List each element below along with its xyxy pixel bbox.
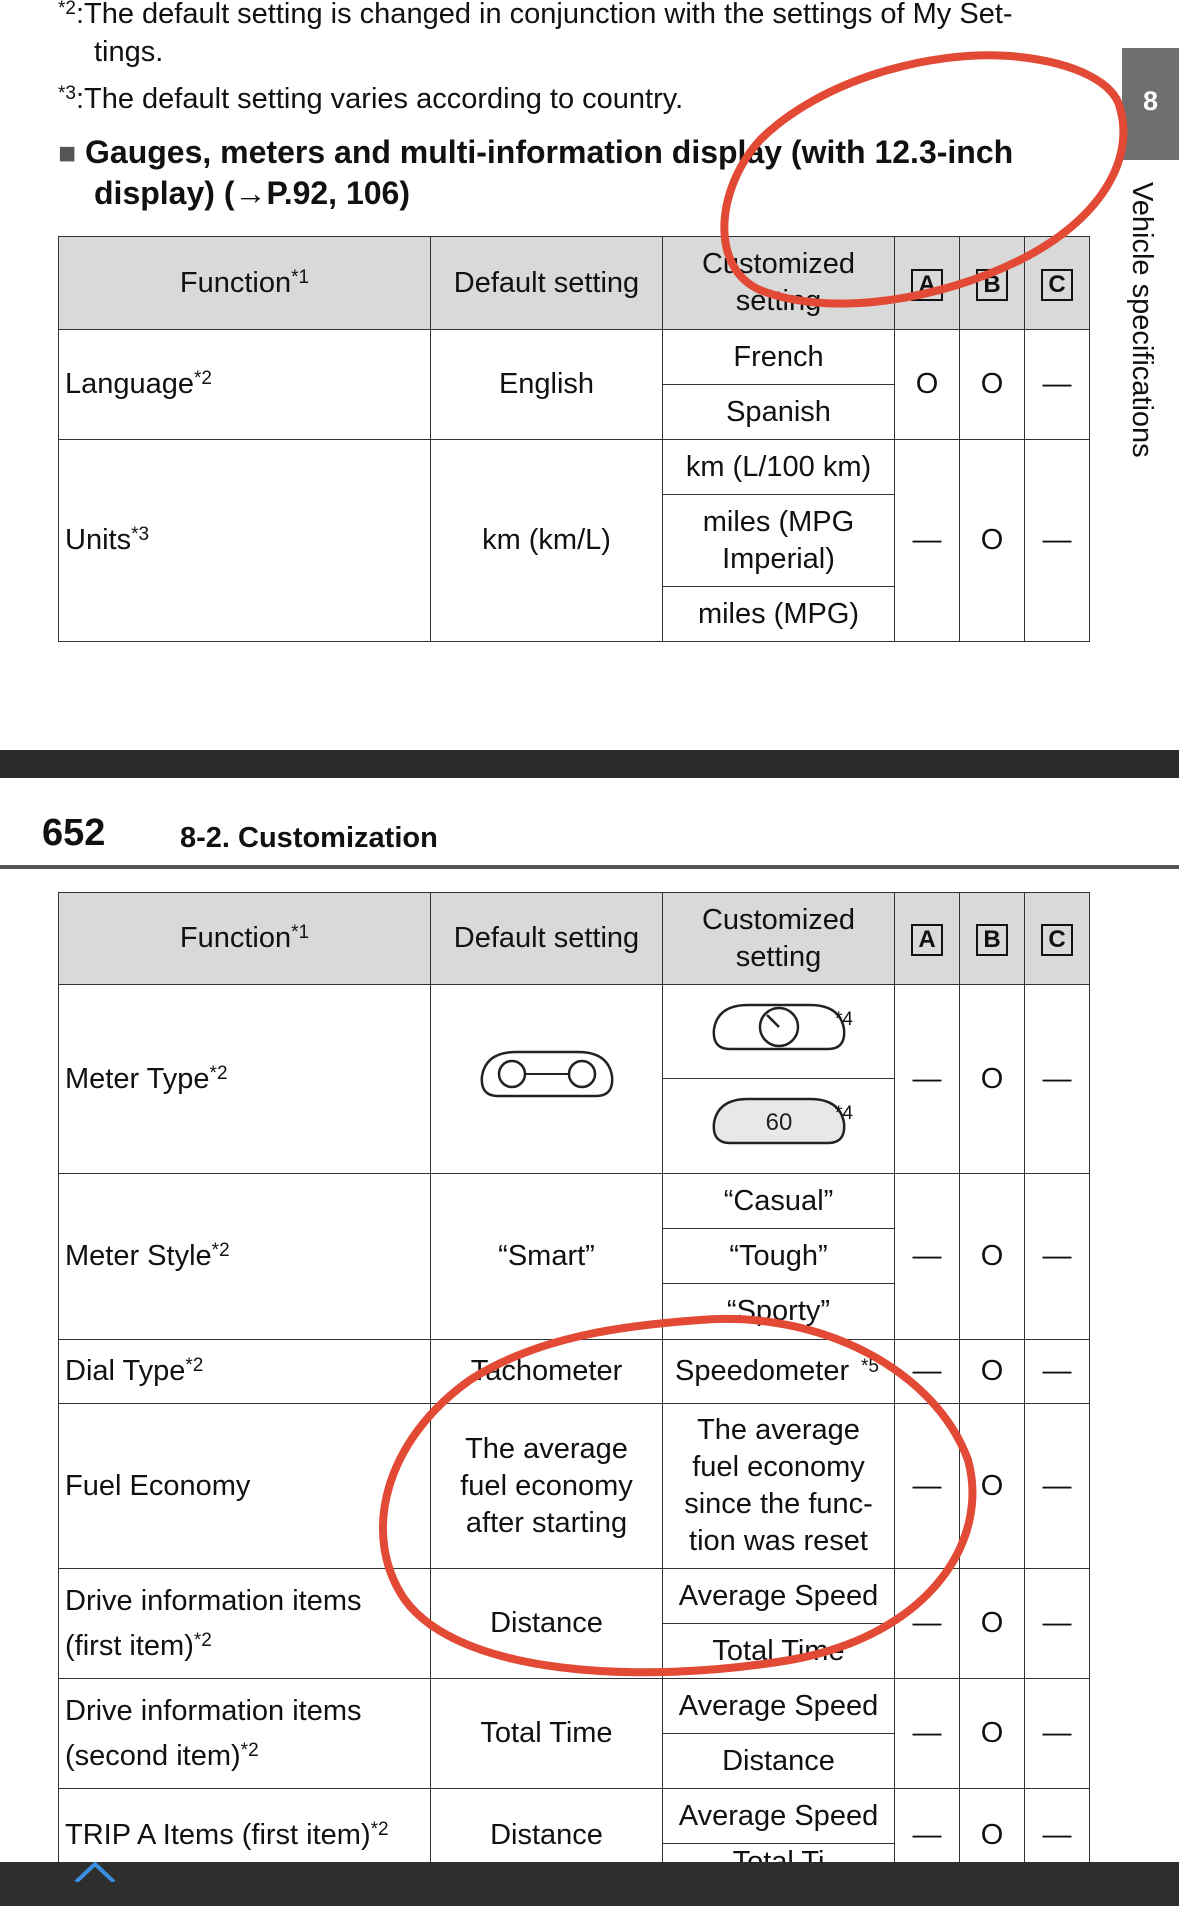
meter-type-a: —	[895, 985, 960, 1174]
drive-second-option: Average Speed	[663, 1679, 895, 1734]
table-header-row	[59, 893, 1090, 985]
twin-dial-meter-icon	[476, 1046, 618, 1102]
digital-meter-icon	[708, 1093, 850, 1149]
drive-second-default: Total Time	[431, 1679, 663, 1789]
drive-second-b: O	[960, 1679, 1025, 1789]
fuel-economy-default: The average fuel economy after starting	[431, 1404, 663, 1569]
units-option: km (L/100 km)	[663, 440, 895, 495]
units-c: —	[1025, 440, 1090, 642]
digital-meter-value: 60	[765, 1109, 792, 1136]
page-divider	[0, 750, 1179, 778]
table-header-row	[59, 237, 1090, 330]
dial-type-default: Tachometer	[431, 1340, 663, 1404]
dial-type-b: O	[960, 1340, 1025, 1404]
note-3-text: :The default setting varies according to country.	[75, 83, 684, 115]
meter-style-option: “Casual”	[663, 1174, 895, 1229]
header-function: Function$^{*1}$	[59, 237, 431, 330]
settings-table-1	[58, 236, 1090, 642]
drive-first-c: —	[1025, 1569, 1090, 1679]
meter-style-function: Meter Style$^{*2}$	[59, 1174, 431, 1340]
meter-style-option: “Sporty”	[663, 1284, 895, 1340]
drive-second-function: Drive information items (second item)$^{*2}$	[59, 1679, 431, 1789]
dial-type-c: —	[1025, 1340, 1090, 1404]
meter-style-option: “Tough”	[663, 1229, 895, 1284]
share-icon[interactable]	[70, 1862, 120, 1882]
heading-bullet: ■	[58, 137, 77, 170]
drive-second-c: —	[1025, 1679, 1090, 1789]
units-a: —	[895, 440, 960, 642]
heading-line-1: Gauges, meters and multi-information display (with 12.3-inch	[85, 134, 1014, 170]
language-default: English	[431, 330, 663, 440]
fuel-economy-c: —	[1025, 1404, 1090, 1569]
meter-style-a: —	[895, 1174, 960, 1340]
header-default: Default setting	[431, 237, 663, 330]
drive-second-option: Distance	[663, 1734, 895, 1789]
note-2	[58, 0, 1108, 33]
note-3-marker: *3	[58, 83, 76, 104]
header-c: C	[1025, 893, 1090, 985]
drive-first-function: Drive information items (first item)$^{*2}$	[59, 1569, 431, 1679]
bottom-toolbar	[0, 1862, 1179, 1906]
table-row	[59, 1789, 1090, 1844]
drive-first-default: Distance	[431, 1569, 663, 1679]
header-a: A	[895, 237, 960, 330]
meter-style-c: —	[1025, 1174, 1090, 1340]
fuel-economy-a: —	[895, 1404, 960, 1569]
trip-a-a: —	[895, 1789, 960, 1899]
units-option: miles (MPG Imperial)	[663, 495, 895, 587]
fuel-economy-option: The average fuel economy since the func- tion was reset	[663, 1404, 895, 1569]
header-customized: Customized setting	[663, 237, 895, 330]
meter-type-option-digital: 60 *4	[663, 1079, 895, 1174]
language-c: —	[1025, 330, 1090, 440]
table-row	[59, 440, 1090, 495]
units-option: miles (MPG)	[663, 587, 895, 642]
meter-type-default	[431, 985, 663, 1174]
drive-second-a: —	[895, 1679, 960, 1789]
table-row	[59, 1340, 1090, 1404]
language-option: Spanish	[663, 385, 895, 440]
meter-style-b: O	[960, 1174, 1025, 1340]
table-row	[59, 985, 1090, 1079]
trip-a-b: O	[960, 1789, 1025, 1899]
header-rule	[0, 865, 1179, 869]
header-b: B	[960, 237, 1025, 330]
units-function: Units$^{*3}$	[59, 440, 431, 642]
table-row	[59, 1569, 1090, 1624]
meter-type-b: O	[960, 985, 1025, 1174]
fuel-economy-b: O	[960, 1404, 1025, 1569]
dial-type-a: —	[895, 1340, 960, 1404]
table-row	[59, 1174, 1090, 1229]
single-dial-meter-icon	[708, 999, 850, 1055]
language-option: French	[663, 330, 895, 385]
units-b: O	[960, 440, 1025, 642]
note-3	[58, 81, 683, 118]
language-b: O	[960, 330, 1025, 440]
section-title: 8-2. Customization	[180, 822, 438, 854]
header-b: B	[960, 893, 1025, 985]
fuel-economy-function: Fuel Economy	[59, 1404, 431, 1569]
drive-first-b: O	[960, 1569, 1025, 1679]
dial-type-function: Dial Type$^{*2}$	[59, 1340, 431, 1404]
trip-a-default: Distance	[431, 1789, 663, 1899]
trip-a-c: —	[1025, 1789, 1090, 1899]
meter-type-c: —	[1025, 985, 1090, 1174]
units-default: km (km/L)	[431, 440, 663, 642]
meter-type-function: Meter Type$^{*2}$	[59, 985, 431, 1174]
page-number: 652	[42, 812, 106, 854]
section-heading	[58, 132, 1118, 174]
note-2-text: :The default setting is changed in conjunction with the settings of My Set-	[75, 0, 1013, 30]
note-2-continuation: tings.	[94, 36, 164, 68]
table-row	[59, 1679, 1090, 1734]
trip-a-function: TRIP A Items (first item)$^{*2}$	[59, 1789, 431, 1899]
header-customized: Customized setting	[663, 893, 895, 985]
header-default: Default setting	[431, 893, 663, 985]
drive-first-a: —	[895, 1569, 960, 1679]
language-function: Language$^{*2}$	[59, 330, 431, 440]
settings-table-2	[58, 892, 1090, 1899]
table-row	[59, 330, 1090, 385]
meter-style-default: “Smart”	[431, 1174, 663, 1340]
table-row	[59, 1404, 1090, 1569]
heading-line-2: display) (→P.92, 106)	[94, 175, 410, 211]
chapter-label: Vehicle specifications	[1126, 182, 1158, 458]
chapter-tab[interactable]: 8	[1122, 48, 1179, 160]
header-function: Function$^{*1}$	[59, 893, 431, 985]
header-c: C	[1025, 237, 1090, 330]
trip-a-option: Average Speed	[663, 1789, 895, 1844]
dial-type-option: Speedometer *5	[663, 1340, 895, 1404]
drive-first-option: Total Time	[663, 1624, 895, 1679]
meter-type-option-dial: *4	[663, 985, 895, 1079]
note-2-marker: *2	[58, 0, 76, 19]
drive-first-option: Average Speed	[663, 1569, 895, 1624]
language-a: O	[895, 330, 960, 440]
header-a: A	[895, 893, 960, 985]
